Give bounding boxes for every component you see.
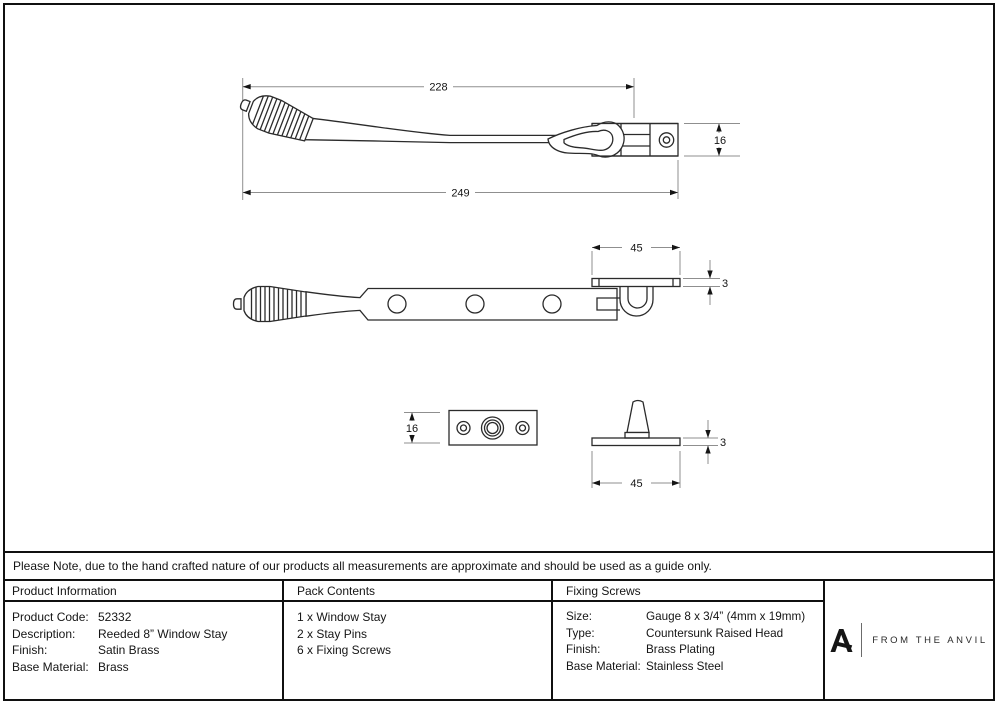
- row-label: Base Material:: [566, 659, 641, 673]
- dim-label-3-pin: 3: [719, 437, 727, 449]
- stay-side-view: [235, 78, 740, 200]
- product-information-cell: [5, 581, 284, 699]
- keeper-plate-view: [402, 411, 538, 446]
- row-label: Type:: [566, 626, 595, 640]
- row-value: Reeded 8” Window Stay: [98, 626, 228, 641]
- fixing-screws-body: [553, 602, 823, 675]
- product-information-header: Product Information: [5, 581, 282, 602]
- stay-arm: [304, 118, 582, 142]
- row-value: Stainless Steel: [646, 659, 724, 673]
- row-label: Finish:: [12, 643, 48, 658]
- brand-name: FROM THE ANVIL: [872, 634, 988, 646]
- pack-contents-body: [284, 602, 551, 659]
- table-row: [12, 642, 282, 659]
- row-label: Base Material:: [12, 659, 89, 674]
- stay-pin-view: [592, 401, 726, 491]
- row-value: Brass Plating: [646, 643, 715, 657]
- row-label: Finish:: [566, 643, 601, 657]
- dim-label-16-side: 16: [713, 135, 727, 147]
- table-row: [12, 659, 282, 676]
- row-label: Size:: [566, 610, 592, 623]
- keeper-hook: [620, 287, 653, 317]
- dim-label-249: 249: [451, 187, 470, 200]
- stay-bar: [306, 289, 617, 321]
- row-value: Countersunk Raised Head: [646, 626, 784, 640]
- stay-pin-base: [592, 438, 680, 446]
- table-row: [566, 626, 823, 643]
- dim-label-45-top: 45: [630, 242, 643, 255]
- sheet-border: [3, 3, 995, 701]
- table-row: [566, 659, 823, 676]
- disclaimer-note: [5, 551, 993, 579]
- table-row: [566, 609, 823, 626]
- row-value: Brass: [98, 659, 129, 674]
- pack-contents-cell: [284, 581, 553, 699]
- brand-logo: [830, 623, 987, 657]
- dim-label-3-top: 3: [721, 277, 729, 290]
- disclaimer-text: Please Note, due to the hand crafted nature of our products all measurements are approximate and should be used as a guide only.: [13, 559, 712, 573]
- brand-cell: [825, 581, 993, 699]
- fixing-screws-cell: [553, 581, 825, 699]
- table-row: [12, 609, 282, 626]
- dim-label-45-pin: 45: [630, 478, 643, 490]
- table-row: [566, 642, 823, 659]
- row-value: Satin Brass: [98, 643, 160, 658]
- info-table: [5, 579, 993, 699]
- list-item: 2 x Stay Pins: [297, 626, 368, 641]
- reeded-handle: [235, 87, 315, 146]
- keeper-plate-edge: [592, 279, 680, 287]
- row-label: Product Code:: [12, 610, 89, 624]
- list-item: 6 x Fixing Screws: [297, 643, 392, 658]
- row-label: Description:: [12, 626, 76, 641]
- reeded-handle-top: [234, 287, 307, 322]
- technical-drawing-svg: [5, 5, 993, 551]
- keeper-plate-face: [449, 411, 537, 446]
- product-information-body: [5, 602, 282, 675]
- dim-label-228: 228: [429, 81, 448, 94]
- stay-pin-cone: [627, 401, 649, 433]
- row-value: Gauge 8 x 3/4” (4mm x 19mm): [646, 610, 806, 623]
- anvil-logo-icon: [830, 628, 853, 653]
- stay-top-view: [234, 241, 729, 322]
- bracket-screw-hole: [659, 133, 673, 147]
- pack-contents-header: Pack Contents: [284, 581, 551, 602]
- list-item: 1 x Window Stay: [297, 610, 387, 624]
- fixing-screws-header: Fixing Screws: [553, 581, 823, 602]
- brand-divider: [861, 623, 862, 657]
- dim-label-16-plate: 16: [405, 422, 419, 435]
- table-row: [12, 626, 282, 643]
- technical-drawing-area: [5, 5, 993, 551]
- row-value: 52332: [98, 610, 132, 624]
